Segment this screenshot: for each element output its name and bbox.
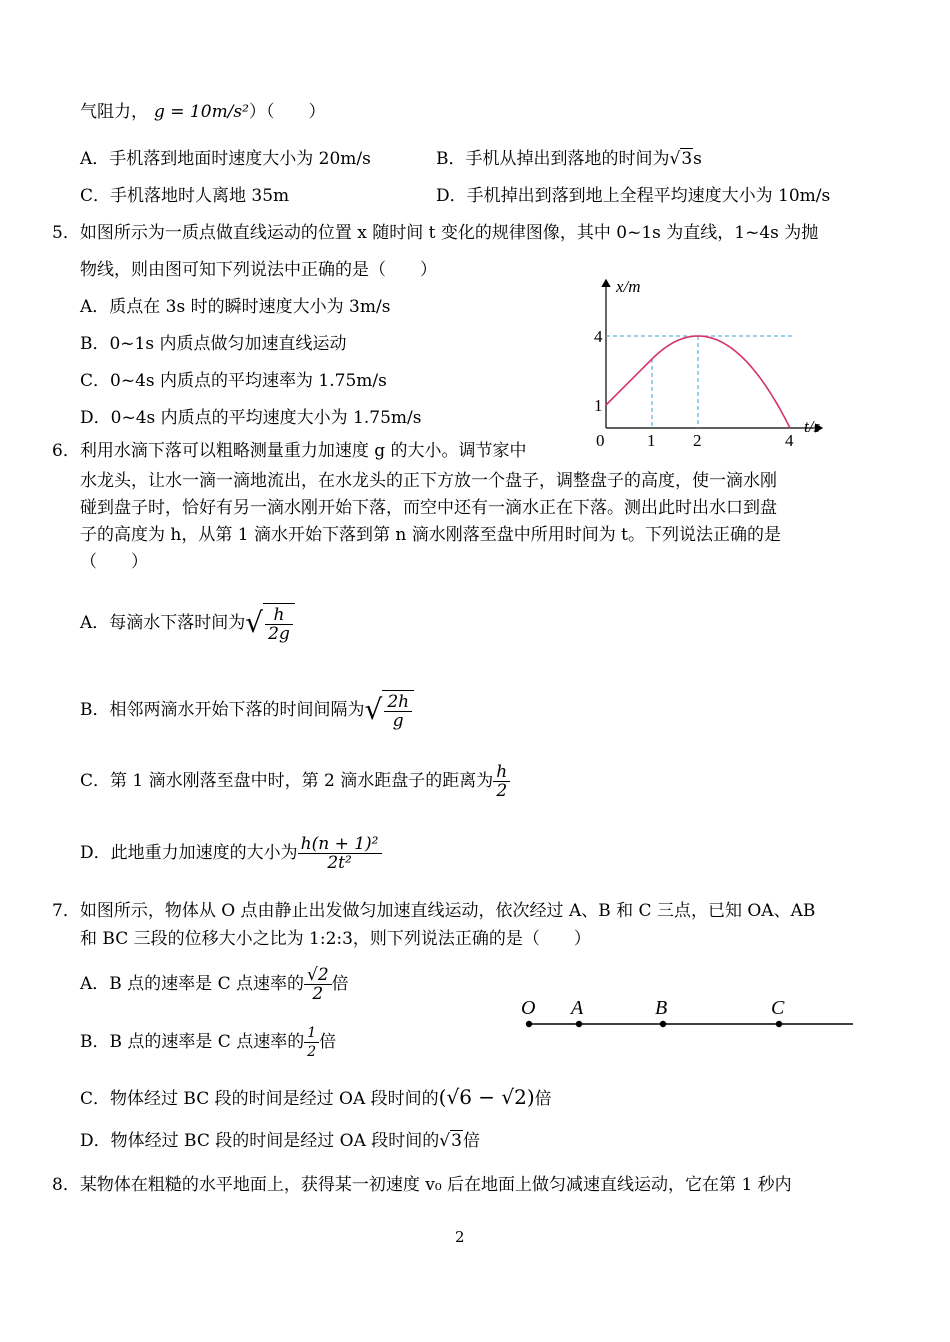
q6-option-c bbox=[80, 758, 510, 804]
q4-tail-line bbox=[80, 101, 325, 123]
position-time-chart bbox=[590, 270, 840, 450]
q4-g-value: g = 10m/s² bbox=[154, 102, 249, 122]
q5-option-d: D．0~4s 内质点的平均速度大小为 1.75m/s bbox=[80, 408, 422, 428]
q6-option-c-text: C．第 1 滴水刚落至盘中时，第 2 滴水距盘子的距离为 bbox=[80, 771, 494, 791]
q4-option-b-root: √3 bbox=[669, 149, 693, 169]
q5-line1: 5．如图所示为一质点做直线运动的位置 x 随时间 t 变化的规律图像，其中 0~1s 为直线，1~4s 为抛 bbox=[52, 223, 819, 243]
q7-option-c-formula: (√6 − √2) bbox=[438, 1085, 535, 1109]
x-axis-label: t/s bbox=[804, 417, 821, 436]
q6-line4: 子的高度为 h，从第 1 滴水开始下落到第 n 滴水刚落至盘中所用时间为 t。下列说法正确的是 bbox=[80, 525, 781, 545]
q7-option-d bbox=[80, 1130, 480, 1152]
q4-option-b-text: B．手机从掉出到落地的时间为 bbox=[436, 149, 670, 169]
x-tick-4: 4 bbox=[785, 431, 794, 450]
q4-option-d: D．手机掉出到落到地上全程平均速度大小为 10m/s bbox=[436, 186, 831, 206]
q7-option-b-formula: $\frac{1}{2}$ bbox=[304, 1024, 319, 1061]
x-tick-0: 0 bbox=[596, 431, 605, 450]
q4-paren: ）（ ） bbox=[248, 102, 326, 122]
q7-option-b-suffix: 倍 bbox=[319, 1032, 337, 1052]
q6-option-d-formula: $\frac{\text{h(n + 1)²}}{\text{2t²}}$ bbox=[298, 835, 382, 872]
q7-option-a bbox=[80, 962, 349, 1006]
q7-option-a-text: A．B 点的速率是 C 点速率的 bbox=[80, 974, 304, 994]
q6-option-a-formula: √ $\frac{h}{2g}$ bbox=[245, 603, 295, 643]
q7-option-d-formula: √3 bbox=[439, 1131, 462, 1151]
q6-line2: 水龙头，让水一滴一滴地流出，在水龙头的正下方放一个盘子，调整盘子的高度，使一滴水刚 bbox=[80, 471, 777, 491]
page-number: 2 bbox=[455, 1228, 465, 1246]
y-axis-label: x/m bbox=[616, 277, 641, 296]
y-tick-1: 1 bbox=[594, 396, 603, 415]
label-o: O bbox=[521, 997, 536, 1019]
q5-option-a: A．质点在 3s 时的瞬时速度大小为 3m/s bbox=[80, 297, 391, 317]
q6-option-b bbox=[80, 682, 414, 738]
q6-option-c-formula: $\frac{h}{2}$ bbox=[493, 763, 510, 800]
q6-option-a bbox=[80, 595, 295, 651]
q6-option-a-text: A．每滴水下落时间为 bbox=[80, 613, 246, 633]
y-tick-4: 4 bbox=[594, 327, 603, 346]
q4-option-b-unit: s bbox=[693, 149, 702, 169]
q7-option-c-text: C．物体经过 BC 段的时间是经过 OA 段时间的 bbox=[80, 1089, 439, 1109]
q4-option-a: A．手机落到地面时速度大小为 20m/s bbox=[80, 149, 371, 169]
q7-option-b-text: B．B 点的速率是 C 点速率的 bbox=[80, 1032, 305, 1052]
q7-option-d-text: D．物体经过 BC 段的时间是经过 OA 段时间的 bbox=[80, 1131, 440, 1151]
oabc-line-diagram bbox=[515, 990, 860, 1040]
q6-option-d-text: D．此地重力加速度的大小为 bbox=[80, 843, 298, 863]
q5-option-b: B．0~1s 内质点做匀加速直线运动 bbox=[80, 334, 347, 354]
q6-option-b-formula: √ $\frac{2h}{g}$ bbox=[365, 690, 415, 730]
series-linear bbox=[606, 359, 652, 405]
point-b bbox=[660, 1021, 666, 1027]
q7-option-c bbox=[80, 1086, 552, 1110]
q4-option-b bbox=[436, 148, 702, 170]
label-b: B bbox=[655, 997, 668, 1019]
q4-tail-text: 气阻力， bbox=[80, 102, 148, 122]
q5-line2: 物线，则由图可知下列说法中正确的是（ ） bbox=[80, 260, 437, 280]
point-c bbox=[776, 1021, 782, 1027]
label-c: C bbox=[771, 997, 785, 1019]
q7-line1: 7．如图所示，物体从 O 点由静止出发做匀加速直线运动，依次经过 A、B 和 C 三点，已知 OA、AB bbox=[52, 901, 816, 921]
x-tick-2: 2 bbox=[693, 431, 702, 450]
q6-option-d bbox=[80, 828, 382, 878]
q6-option-b-text: B．相邻两滴水开始下落的时间间隔为 bbox=[80, 700, 365, 720]
point-a bbox=[576, 1021, 582, 1027]
q8-line1: 8．某物体在粗糙的水平地面上，获得某一初速度 v₀ 后在地面上做匀减速直线运动，它在第 1 秒内 bbox=[52, 1175, 792, 1195]
series-parabola bbox=[652, 336, 790, 428]
q6-line5: （ ） bbox=[80, 552, 148, 572]
q7-option-a-formula: $\frac{√2}{2}$ bbox=[304, 966, 332, 1003]
q6-line1: 6．利用水滴下落可以粗略测量重力加速度 g 的大小。调节家中 bbox=[52, 441, 527, 461]
x-tick-1: 1 bbox=[647, 431, 656, 450]
q7-line2: 和 BC 三段的位移大小之比为 1:2:3，则下列说法正确的是（ ） bbox=[80, 929, 591, 949]
q7-option-c-suffix: 倍 bbox=[534, 1089, 552, 1109]
q7-option-a-suffix: 倍 bbox=[331, 974, 349, 994]
q7-option-d-suffix: 倍 bbox=[462, 1131, 480, 1151]
q6-line3: 碰到盘子时，恰好有另一滴水刚开始下落，而空中还有一滴水正在下落。测出此时出水口到盘 bbox=[80, 498, 777, 518]
point-o bbox=[526, 1021, 532, 1027]
q5-option-c: C．0~4s 内质点的平均速率为 1.75m/s bbox=[80, 371, 387, 391]
label-a: A bbox=[571, 997, 584, 1019]
q7-option-b bbox=[80, 1020, 336, 1064]
q4-option-c: C．手机落地时人离地 35m bbox=[80, 186, 290, 206]
